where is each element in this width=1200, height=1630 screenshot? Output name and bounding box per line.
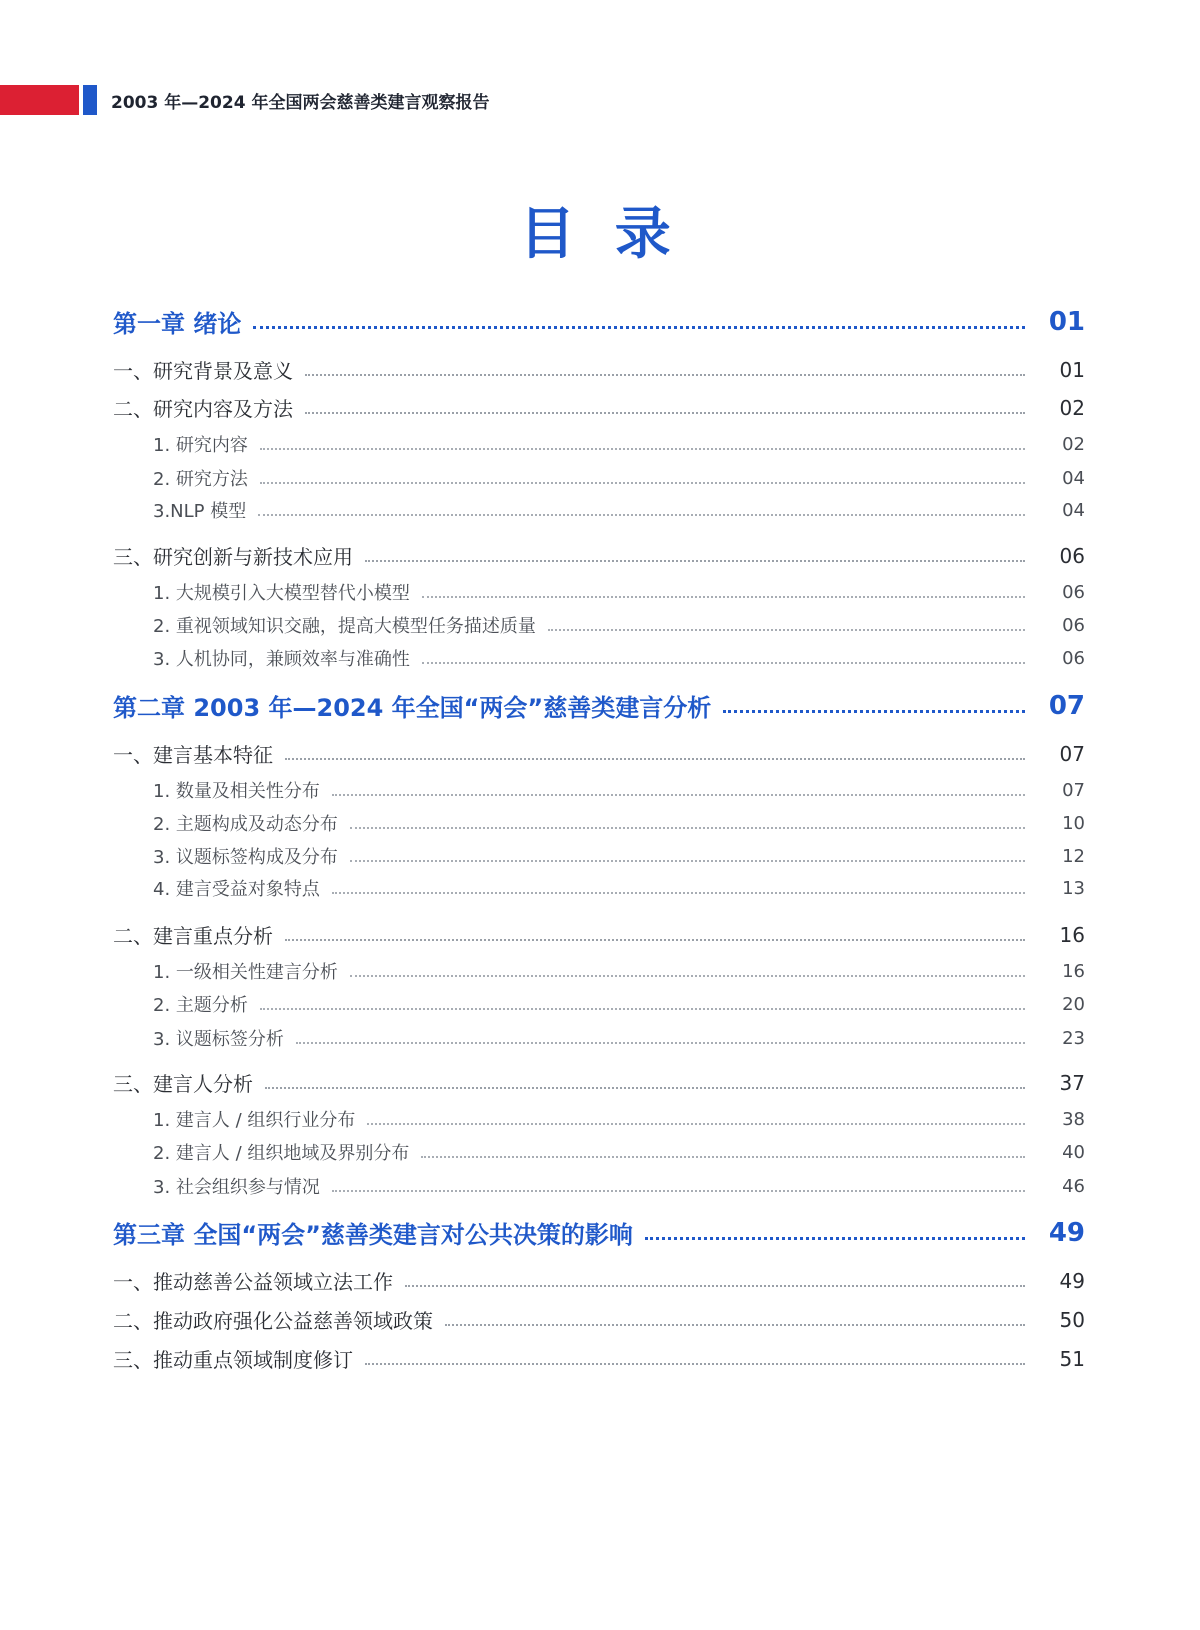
toc-section[interactable]: [113, 393, 1085, 422]
dot-leader: [296, 1042, 1025, 1044]
toc-subsection[interactable]: [153, 958, 1085, 984]
toc-entry-label: 3. 议题标签分析: [153, 1029, 284, 1050]
toc-page-number: 38: [1062, 1108, 1085, 1130]
dot-leader: [285, 758, 1025, 760]
dot-leader: [367, 1123, 1025, 1125]
toc-subsection[interactable]: [153, 843, 1085, 869]
toc-section[interactable]: [113, 355, 1085, 384]
report-title: 2003 年—2024 年全国两会慈善类建言观察报告: [111, 93, 490, 113]
toc-page-number: 04: [1062, 467, 1085, 489]
toc-entry-label: 三、推动重点领域制度修订: [113, 1348, 353, 1372]
toc-entry-label: 1. 数量及相关性分布: [153, 781, 320, 802]
toc-entry-label: 第二章 2003 年—2024 年全国“两会”慈善类建言分析: [113, 694, 712, 722]
toc-page-number: 37: [1059, 1070, 1085, 1095]
toc-page-number: 12: [1062, 845, 1085, 867]
toc-entry-label: 4. 建言受益对象特点: [153, 879, 320, 900]
toc-entry-label: 第三章 全国“两会”慈善类建言对公共决策的影响: [113, 1221, 633, 1249]
toc-page-number: 07: [1062, 779, 1085, 801]
toc-page-number: 50: [1059, 1307, 1085, 1332]
toc-page-number: 06: [1062, 647, 1085, 669]
toc-page-number: 02: [1062, 433, 1085, 455]
toc-entry-label: 1. 大规模引入大模型替代小模型: [153, 583, 410, 604]
toc-page-number: 51: [1059, 1346, 1085, 1371]
toc-entry-label: 2. 重视领域知识交融，提高大模型任务描述质量: [153, 616, 536, 637]
dot-leader: [548, 629, 1025, 631]
toc-entry-label: 3. 人机协同，兼顾效率与准确性: [153, 649, 410, 670]
toc-subsection[interactable]: [153, 810, 1085, 836]
dot-leader: [305, 412, 1025, 414]
toc-entry-label: 1. 建言人 / 组织行业分布: [153, 1110, 356, 1131]
toc-section[interactable]: [113, 1068, 1085, 1097]
toc-entry-label: 一、建言基本特征: [113, 743, 273, 767]
toc-section[interactable]: [113, 1305, 1085, 1334]
toc-entry-label: 2. 研究方法: [153, 469, 248, 490]
dot-leader: [421, 1156, 1025, 1158]
toc-subsection[interactable]: [153, 991, 1085, 1017]
dot-leader: [258, 514, 1025, 516]
dot-leader: [332, 892, 1025, 894]
dot-leader: [350, 975, 1025, 977]
dot-leader: [365, 1363, 1025, 1365]
dot-leader: [260, 1008, 1025, 1010]
toc-page-number: 06: [1062, 581, 1085, 603]
toc-entry-label: 2. 建言人 / 组织地域及界别分布: [153, 1143, 410, 1164]
toc-section[interactable]: [113, 1344, 1085, 1373]
toc-entry-label: 2. 主题分析: [153, 995, 248, 1016]
dot-leader: [253, 326, 1025, 329]
toc-page-number: 01: [1048, 306, 1085, 337]
toc-page-number: 13: [1062, 877, 1085, 899]
toc-section[interactable]: [113, 739, 1085, 768]
dot-leader: [445, 1324, 1025, 1326]
toc-entry-label: 2. 主题构成及动态分布: [153, 814, 338, 835]
toc-page-number: 20: [1062, 993, 1085, 1015]
toc-page-number: 01: [1059, 357, 1085, 382]
toc-page-number: 46: [1062, 1175, 1085, 1197]
toc-section[interactable]: [113, 541, 1085, 570]
toc-entry-label: 二、研究内容及方法: [113, 397, 293, 421]
dot-leader: [260, 482, 1025, 484]
dot-leader: [422, 596, 1025, 598]
toc-page-number: 16: [1059, 922, 1085, 947]
toc-entry-label: 1. 一级相关性建言分析: [153, 962, 338, 983]
toc-subsection[interactable]: [153, 777, 1085, 803]
toc-page-number: 06: [1059, 543, 1085, 568]
toc-page-number: 16: [1062, 960, 1085, 982]
dot-leader: [265, 1087, 1025, 1089]
toc-entry-label: 三、研究创新与新技术应用: [113, 545, 353, 569]
toc-page-number: 49: [1048, 1217, 1085, 1248]
toc-subsection[interactable]: [153, 1025, 1085, 1051]
dot-leader: [350, 860, 1025, 862]
toc-subsection[interactable]: [153, 1139, 1085, 1165]
toc-chapter[interactable]: [113, 304, 1085, 339]
dot-leader: [422, 662, 1025, 664]
toc-entry-label: 二、建言重点分析: [113, 924, 273, 948]
dot-leader: [350, 827, 1025, 829]
toc-entry-label: 一、推动慈善公益领域立法工作: [113, 1270, 393, 1294]
dot-leader: [405, 1285, 1025, 1287]
toc-page-number: 49: [1059, 1268, 1085, 1293]
dot-leader: [285, 939, 1025, 941]
dot-leader: [260, 448, 1025, 450]
toc-page-number: 04: [1062, 499, 1085, 521]
toc-entry-label: 第一章 绪论: [113, 310, 242, 338]
toc-subsection[interactable]: [153, 1106, 1085, 1132]
toc-entry-label: 3. 议题标签构成及分布: [153, 847, 338, 868]
toc-page-number: 40: [1062, 1141, 1085, 1163]
toc-section[interactable]: [113, 1266, 1085, 1295]
toc-section[interactable]: [113, 920, 1085, 949]
toc-entry-label: 3. 社会组织参与情况: [153, 1177, 320, 1198]
toc-entry-label: 二、推动政府强化公益慈善领域政策: [113, 1309, 433, 1333]
toc-entry-label: 三、建言人分析: [113, 1072, 253, 1096]
dot-leader: [645, 1237, 1025, 1240]
toc-page-number: 10: [1062, 812, 1085, 834]
toc-subsection[interactable]: [153, 875, 1085, 901]
toc-entry-label: 1. 研究内容: [153, 435, 248, 456]
dot-leader: [365, 560, 1025, 562]
toc-page-number: 07: [1059, 741, 1085, 766]
toc-entry-label: 一、研究背景及意义: [113, 359, 293, 383]
toc-subsection[interactable]: [153, 645, 1085, 671]
dot-leader: [332, 794, 1025, 796]
toc-page-number: 07: [1048, 690, 1085, 721]
dot-leader: [305, 374, 1025, 376]
toc-chapter[interactable]: [113, 688, 1085, 723]
toc-subsection[interactable]: [153, 612, 1085, 638]
toc-subsection[interactable]: [153, 579, 1085, 605]
toc-page-number: 23: [1062, 1027, 1085, 1049]
toc-title: 目 录: [519, 202, 681, 267]
toc-subsection[interactable]: [153, 497, 1085, 523]
toc-entry-label: 3.NLP 模型: [153, 501, 247, 522]
toc-subsection[interactable]: [153, 465, 1085, 491]
toc-subsection[interactable]: [153, 1173, 1085, 1199]
dot-leader: [332, 1190, 1025, 1192]
toc-chapter[interactable]: [113, 1215, 1085, 1250]
toc-page-number: 02: [1059, 395, 1085, 420]
dot-leader: [723, 710, 1025, 713]
toc-subsection[interactable]: [153, 431, 1085, 457]
toc-page-number: 06: [1062, 614, 1085, 636]
